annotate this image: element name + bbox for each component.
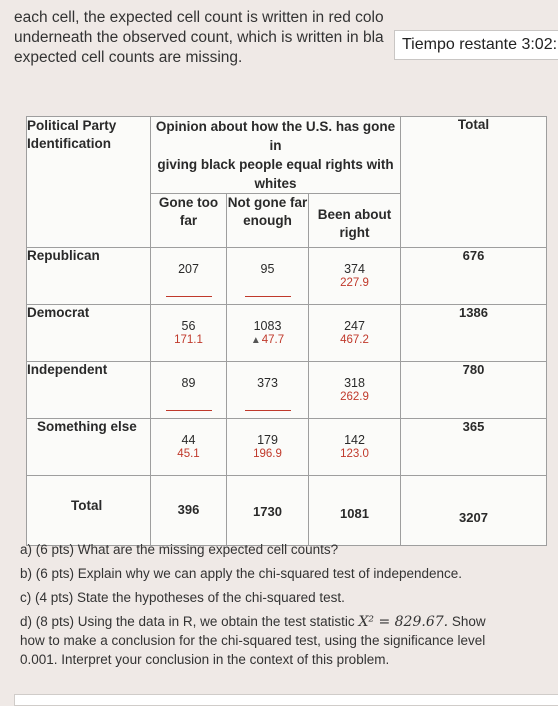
expected-count: 227.9 — [340, 277, 369, 289]
row-total: 676 — [401, 248, 547, 305]
question-d-line-3: 0.001. Interpret your conclusion in the context of this problem. — [20, 652, 390, 667]
table-row — [27, 419, 547, 476]
row-label: Democrat — [27, 305, 151, 362]
expected-count: 196.9 — [253, 448, 282, 460]
table-row — [27, 248, 547, 305]
cell-gone — [151, 305, 227, 362]
question-d-suffix: Show — [451, 614, 486, 629]
row-label: Something else — [27, 419, 151, 476]
observed-count: 374 — [344, 262, 365, 276]
table-row — [27, 305, 547, 362]
intro-line-1: each cell, the expected cell count is written in red colo — [14, 9, 384, 26]
question-a: a) (6 pts) What are the missing expected cell counts? — [20, 542, 339, 557]
opinion-header — [151, 117, 401, 194]
total-row-label: Total — [27, 476, 151, 546]
column-total-been: 1081 — [309, 476, 401, 546]
cell-been — [309, 305, 401, 362]
time-remaining-badge: Tiempo restante 3:02: — [394, 30, 558, 60]
total-header: Total — [401, 117, 547, 248]
observed-count: 89 — [181, 376, 196, 390]
row-total: 1386 — [401, 305, 547, 362]
cell-notfar — [227, 362, 309, 419]
observed-count: 56 — [181, 319, 196, 333]
observed-count: 1083 — [253, 319, 282, 333]
question-c: c) (4 pts) State the hypotheses of the chi-squared test. — [20, 590, 345, 605]
row-label: Republican — [27, 248, 151, 305]
answer-input-box[interactable] — [14, 694, 558, 706]
expected-count-wrap — [227, 334, 308, 346]
test-statistic: X² = 829.67. — [358, 614, 449, 630]
col-header-not-gone-far-enough — [227, 194, 309, 248]
cursor-arrow-icon: ▲ — [250, 335, 261, 346]
cell-notfar — [227, 419, 309, 476]
expected-count: 123.0 — [340, 448, 369, 460]
col-been-line-1: Been about — [317, 207, 392, 222]
col-notfar-line-1: Not gone far — [227, 195, 308, 210]
cell-gone — [151, 362, 227, 419]
column-total-notfar: 1730 — [227, 476, 309, 546]
intro-line-3: expected cell counts are missing. — [14, 49, 243, 66]
table-row — [27, 362, 547, 419]
col-been-line-2: right — [339, 225, 370, 240]
question-d-line-2: how to make a conclusion for the chi-squared test, using the significance level — [20, 633, 486, 648]
observed-count: 44 — [181, 433, 196, 447]
cell-notfar — [227, 305, 309, 362]
opinion-header-line-2: giving black people equal rights with whites — [157, 157, 394, 191]
row-total: 780 — [401, 362, 547, 419]
col-gone-line-2: far — [179, 213, 198, 228]
observed-count: 318 — [344, 376, 365, 390]
expected-count: 467.2 — [340, 334, 369, 346]
party-header-line-2: Identification — [27, 136, 111, 151]
intro-line-2: underneath the observed count, which is written in bla — [14, 29, 384, 46]
opinion-header-line-1: Opinion about how the U.S. has gone in — [155, 119, 396, 153]
table-total-row — [27, 476, 547, 546]
col-gone-line-1: Gone too — [158, 195, 219, 210]
party-header-line-1: Political Party — [27, 118, 117, 133]
row-total: 365 — [401, 419, 547, 476]
cell-notfar — [227, 248, 309, 305]
missing-expected-blank — [166, 410, 212, 411]
question-d-prefix: d) (8 pts) Using the data in R, we obtain the test statistic — [20, 614, 355, 629]
question-d-line-1 — [20, 612, 486, 632]
expected-count: 262.9 — [340, 391, 369, 403]
observed-count: 95 — [260, 262, 275, 276]
expected-count: 47.7 — [261, 334, 285, 346]
cell-been — [309, 248, 401, 305]
party-header — [27, 117, 151, 248]
missing-expected-blank — [245, 410, 291, 411]
missing-expected-blank — [245, 296, 291, 297]
column-total-gone: 396 — [151, 476, 227, 546]
row-label: Independent — [27, 362, 151, 419]
grand-total: 3207 — [401, 476, 547, 546]
question-b: b) (6 pts) Explain why we can apply the chi-squared test of independence. — [20, 566, 463, 581]
col-header-been-about-right — [309, 194, 401, 248]
contingency-table — [26, 116, 547, 546]
expected-count: 171.1 — [174, 334, 203, 346]
observed-count: 207 — [178, 262, 199, 276]
observed-count: 373 — [257, 376, 278, 390]
col-header-gone-too-far — [151, 194, 227, 248]
col-notfar-line-2: enough — [243, 213, 292, 228]
cell-been — [309, 419, 401, 476]
observed-count: 179 — [257, 433, 278, 447]
expected-count: 45.1 — [177, 448, 200, 460]
observed-count: 247 — [344, 319, 365, 333]
missing-expected-blank — [166, 296, 212, 297]
cell-been — [309, 362, 401, 419]
cell-gone — [151, 419, 227, 476]
cell-gone — [151, 248, 227, 305]
observed-count: 142 — [344, 433, 365, 447]
